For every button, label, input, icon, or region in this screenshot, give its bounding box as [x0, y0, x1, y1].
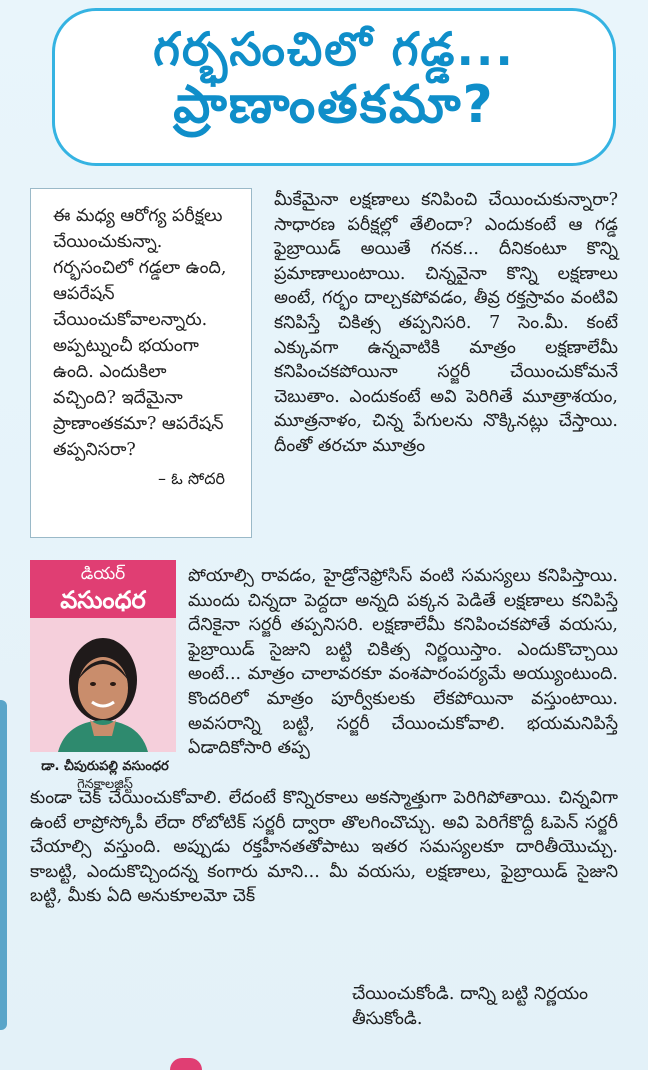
headline-line-2: ప్రాణాంతకమా?: [173, 74, 495, 135]
reader-signature: – ఓ సోదరి: [158, 469, 225, 488]
answer-paragraph-1: మీకేమైనా లక్షణాలు కనిపించి చేయించుకున్నారా? సాధారణ పరీక్షల్లో తేలిందా? ఎందుకంటే ఆ గడ్డ ఫైబ్రాయిడ్ అయితే గనక... దీనికంటూ కొన్ని ప్రమాణాలుంటాయి. చిన్నవైనా కొన్ని లక్షణాలు అంటే, గర్భం దాల్చకపోవడం, తీవ్ర రక్తస్రావం వంటివి కనిపిస్తే చికిత్స తప్పనిసరి. 7 సెం.మీ. కంటే ఎక్కువగా ఉన్నవాటికి మాత్రం లక్షణాలేమీ కనిపించకపోయినా సర్జరీ చేయించుకోమనే చెబుతాం. ఎందుకంటే అవి పెరిగితే మూత్రాశయం, మూత్రనాళం, చిన్న పేగులను నొక్కినట్లు చేస్తాయి. దీంతో తరచూ మూత్రం: [274, 190, 618, 456]
column-label-big: వసుంధర: [60, 586, 146, 614]
column-label-small: డియర్: [80, 564, 126, 584]
reader-question-text: ఈ మధ్య ఆరోగ్య పరీక్షలు చేయించుకున్నా. గర్భసంచిలో గడ్డలా ఉంది, ఆపరేషన్ చేయించుకోవాలన్నారు. అప్పట్నుంచీ భయంగా ఉంది. ఎందుకిలా వచ్చింది? ఇదేమైనా ప్రాణాంతకమా? ఆపరేషన్ తప్పనిసరా?: [53, 206, 227, 460]
answer-paragraph-2: పోయాల్సి రావడం, హైడ్రోనెఫ్రోసిస్ వంటి సమస్యలు కనిపిస్తాయి. ముందు చిన్నదా పెద్దదా అన్నది పక్కన పెడితే లక్షణాలు కనిపిస్తే దేనికైనా సర్జరీ తప్పనిసరి. లక్షణాలేమీ కనిపించకపోతే వయసు, ఫైబ్రాయిడ్ సైజుని బట్టి చికిత్స నిర్ణయిస్తాం. ఎందుకొచ్చాయి అంటే... మాత్రం చాలావరకూ వంశపారంపర్యమే అయ్యుంటుంది. కొందరిలో మాత్రం పూర్వీకులకు లేకపోయినా వస్తుంటాయి. అవసరాన్ని బట్టి, సర్జరీ చేయించుకోవాలి. భయమనిపిస్తే ఏడాదికోసారి తప్ప: [188, 566, 618, 759]
page-edge-decoration: [0, 700, 7, 1030]
headline-line-1: గర్భసంచిలో గడ్డ...: [153, 22, 515, 76]
author-name: డా. చీపురుపల్లి వసుంధర: [41, 759, 169, 774]
column-label: [30, 560, 176, 618]
answer-paragraph-3: కుండా చెక్ చేయించుకోవాలి. లేదంటే కొన్నిరకాలు అకస్మాత్తుగా పెరిగిపోతాయి. చిన్నవిగా ఉంటే లాప్రోస్కోపీ లేదా రోబోటిక్ సర్జరీ ద్వారా తొలగించొచ్చు. అవి పెరిగేకొద్దీ ఓపెన్ సర్జరీ చేయాల్సి వస్తుంది. అప్పుడు రక్తహీనతతోపాటు ఇతర సమస్యలకూ దారితీయొచ్చు. కాబట్టి, ఎందుకొచ్చిందన్న కంగారు మాని... మీ వయసు, లక్షణాలు, ఫైబ్రాయిడ్ సైజుని బట్టి, మీకు ఏది అనుకూలమో చెక్: [30, 788, 618, 907]
author-role: గైనకాలజిస్ట్: [77, 777, 133, 792]
reader-question-box: [30, 188, 252, 538]
author-portrait-illustration: [30, 618, 176, 752]
answer-paragraph-4: చేయించుకోండి. దాన్ని బట్టి నిర్ణయం తీసుకోండి.: [352, 984, 588, 1029]
bottom-ornament: [170, 1058, 202, 1070]
author-photo: [30, 618, 176, 752]
headline-box: [52, 8, 616, 166]
